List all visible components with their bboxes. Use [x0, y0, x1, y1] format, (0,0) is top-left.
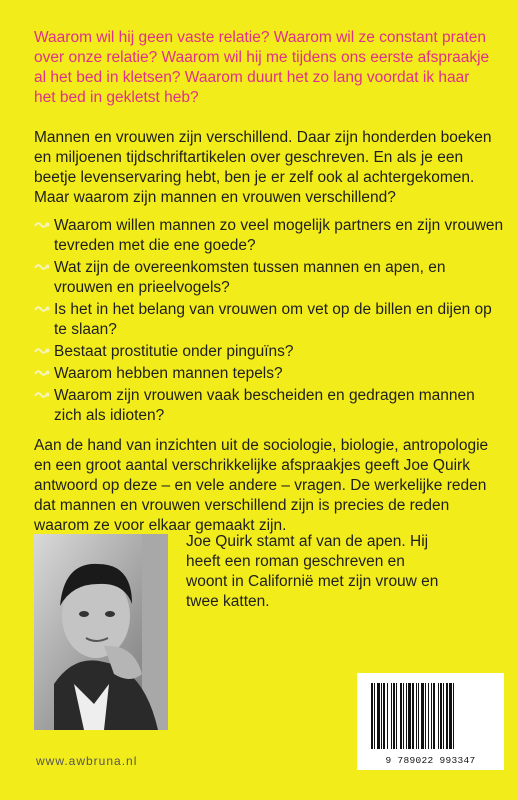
list-item: [34, 300, 504, 340]
list-item: [34, 216, 504, 256]
wave-bullet-icon: [34, 346, 50, 356]
list-item: [34, 342, 504, 362]
wave-bullet-icon: [34, 220, 50, 230]
wave-bullet-icon: [34, 262, 50, 272]
author-bio: Joe Quirk stamt af van de apen. Hij heeft een roman geschreven en woont in Californië met zijn vrouw en twee katten.: [186, 533, 439, 610]
publisher-url: www.awbruna.nl: [36, 754, 138, 768]
list-item: [34, 386, 504, 426]
list-item-text: Wat zijn de overeenkomsten tussen mannen en apen, en vrouwen en prieelvogels?: [54, 259, 446, 296]
wave-bullet-icon: [34, 368, 50, 378]
list-item: [34, 364, 504, 384]
question-list: [34, 216, 504, 428]
paragraph-2: Aan de hand van inzichten uit de sociologie, biologie, antropologie en een groot aantal verschrikkelijke afspraakjes geeft Joe Quirk antwoord op deze – en vele andere – vragen. De werkelijke reden dat mannen en vrouwen verschillend zijn is precies de reden waarom ze voor elkaar gemaakt zijn.: [34, 437, 489, 534]
wave-bullet-icon: [34, 304, 50, 314]
wave-bullet-icon: [34, 390, 50, 400]
list-item-text: Waarom hebben mannen tepels?: [54, 365, 283, 382]
list-item: [34, 258, 504, 298]
paragraph-1: Mannen en vrouwen zijn verschillend. Daar zijn honderden boeken en miljoenen tijdschriftartikelen over geschreven. En als je een beetje levenservaring hebt, ben je er zelf ook al achtergekomen. Maar waarom zijn mannen en vrouwen verschillend?: [34, 129, 492, 206]
list-item-text: Is het in het belang van vrouwen om vet op de billen en dijen op te slaan?: [54, 301, 492, 338]
list-item-text: Waarom zijn vrouwen vaak bescheiden en gedragen mannen zich als idioten?: [54, 387, 475, 424]
list-item-text: Waarom willen mannen zo veel mogelijk partners en zijn vrouwen tevreden met die ene goede?: [54, 217, 504, 254]
barcode-number: 9 789022 993347: [385, 755, 476, 766]
intro-questions: Waarom wil hij geen vaste relatie? Waarom wil ze constant praten over onze relatie? Waarom wil hij me tijdens ons eerste afspraakje al het bed in kletsen? Waarom duurt het zo lang voordat ik haar het bed in gekletst heb?: [34, 29, 490, 106]
list-item-text: Bestaat prostitutie onder pinguïns?: [54, 343, 294, 360]
barcode-bars: [357, 673, 504, 753]
barcode: [357, 673, 504, 770]
author-photo: [34, 534, 168, 730]
